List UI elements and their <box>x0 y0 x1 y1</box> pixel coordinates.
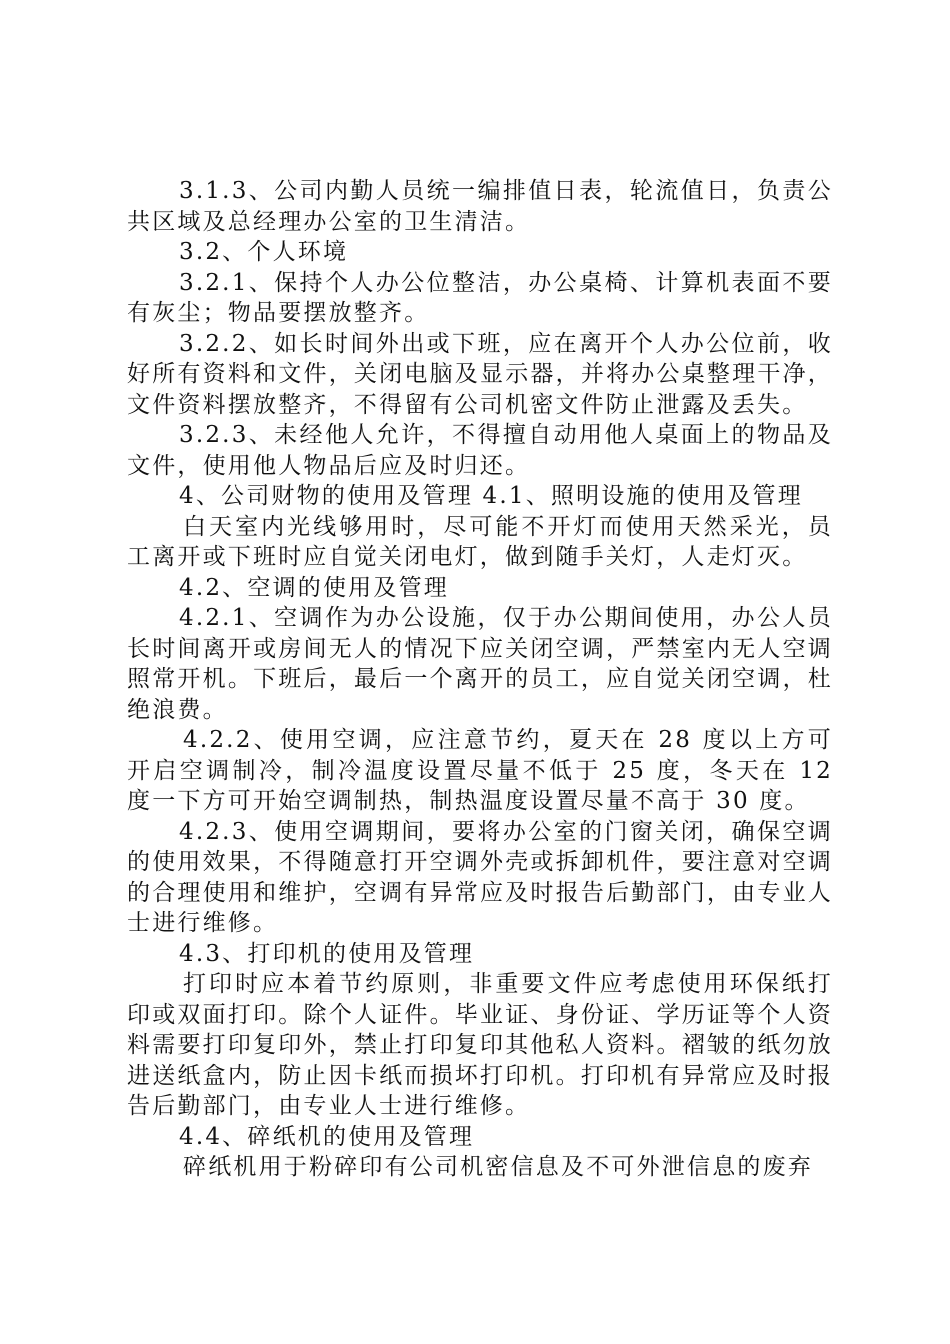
paragraph-3-2-3: 3.2.3、未经他人允许，不得擅自动用他人桌面上的物品及文件，使用他人物品后应及时归还。 <box>127 422 833 479</box>
paragraph-4-2-2: 4.2.2、使用空调，应注意节约，夏天在 28 度以上方可开启空调制冷，制冷温度设置尽量不低于 25 度，冬天在 12 度一下方可开始空调制热，制热温度设置尽量不高于 30 度。 <box>127 727 833 814</box>
paragraph-3-2-1: 3.2.1、保持个人办公位整洁，办公桌椅、计算机表面不要有灰尘；物品要摆放整齐。 <box>127 269 833 326</box>
paragraph-4-2-3: 4.2.3、使用空调期间，要将办公室的门窗关闭，确保空调的使用效果，不得随意打开空调外壳或拆卸机件，要注意对空调的合理使用和维护，空调有异常应及时报告后勤部门，由专业人士进行维修。 <box>127 818 833 936</box>
paragraph-3-2-2: 3.2.2、如长时间外出或下班，应在离开个人办公位前，收好所有资料和文件，关闭电脑及显示器，并将办公桌整理干净，文件资料摆放整齐，不得留有公司机密文件防止泄露及丢失。 <box>127 330 833 418</box>
heading-4-3: 4.3、打印机的使用及管理 <box>179 940 475 967</box>
heading-4-2: 4.2、空调的使用及管理 <box>179 574 449 601</box>
paragraph-printer: 打印时应本着节约原则，非重要文件应考虑使用环保纸打印或双面打印。除个人证件。毕业证、身份证、学历证等个人资料需要打印复印外，禁止打印复印其他私人资料。褶皱的纸勿放进送纸盒内，防止因卡纸而损坏打印机。打印机有异常应及时报告后勤部门，由专业人士进行维修。 <box>127 971 833 1119</box>
document-body <box>127 176 833 1183</box>
paragraph-lighting: 白天室内光线够用时，尽可能不开灯而使用天然采光，员工离开或下班时应自觉关闭电灯，做到随手关灯，人走灯灭。 <box>127 513 833 570</box>
heading-4-1: 4、公司财物的使用及管理 4.1、照明设施的使用及管理 <box>179 483 803 509</box>
paragraph-shredder: 碎纸机用于粉碎印有公司机密信息及不可外泄信息的废弃 <box>183 1154 813 1180</box>
heading-4-4: 4.4、碎纸机的使用及管理 <box>179 1123 475 1150</box>
paragraph-4-2-1: 4.2.1、空调作为办公设施，仅于办公期间使用，办公人员长时间离开或房间无人的情况下应关闭空调，严禁室内无人空调照常开机。下班后，最后一个离开的员工，应自觉关闭空调，杜绝浪费。 <box>127 605 833 723</box>
paragraph-3-1-3: 3.1.3、公司内勤人员统一编排值日表，轮流值日，负责公共区域及总经理办公室的卫生清洁。 <box>127 178 833 235</box>
heading-3-2: 3.2、个人环境 <box>179 239 349 265</box>
